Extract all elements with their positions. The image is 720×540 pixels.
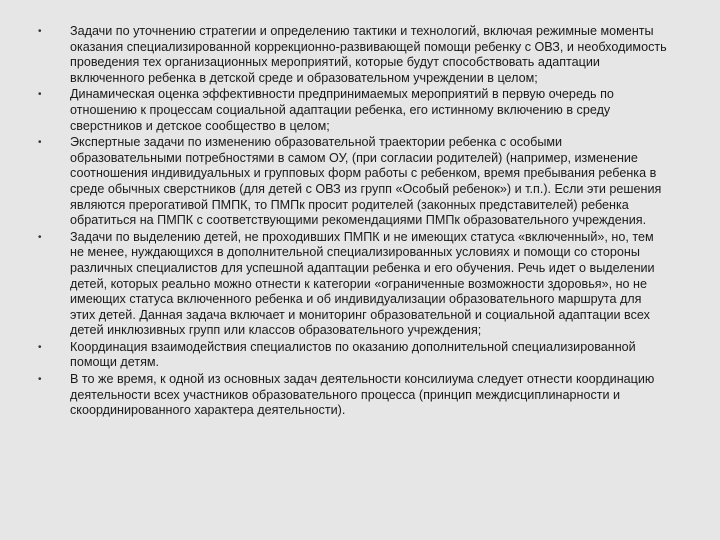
- bullet-icon: •: [38, 374, 42, 386]
- list-item-text: Координация взаимодействия специалистов по оказанию дополнительной специализированной помощи детям.: [70, 339, 636, 370]
- bullet-icon: •: [38, 137, 42, 149]
- list-item: [38, 87, 668, 134]
- list-item-text: Задачи по уточнению стратегии и определению тактики и технологий, включая режимные моменты оказания специализированной коррекционно-развивающей помощи ребенку с ОВЗ, и необходимость проведения тех организационных мероприятий, которые будут способствовать адаптации включенного ребенка в детской среде и образовательном учреждении в целом;: [70, 24, 667, 85]
- bullet-list: [38, 24, 668, 420]
- list-item: [38, 230, 668, 339]
- list-item-text: Задачи по выделению детей, не проходивших ПМПК и не имеющих статуса «включенный», но, тем не менее, нуждающихся в дополнительной специализированных условиях и помощи со стороны различных специалистов для успешной адаптации ребенка и его обучения. Речь идет о выделении детей, которых реально можно отнести к категории «ограниченные возможности здоровья», но не имеющих статуса включенного ребенка и об индивидуализации образовательного маршрута для этих детей. Данная задача включает и мониторинг образовательной и социальной адаптации всех детей инклюзивных групп или классов образовательного учреждения;: [70, 229, 655, 338]
- list-item: [38, 340, 668, 371]
- list-item-text: Экспертные задачи по изменению образовательной траектории ребенка с особыми образовательными потребностями в самом ОУ, (при согласии родителей) (например, изменение соотношения индивидуальных и групповых форм работы с ребенком, время пребывания ребенка в среде обычных сверстников (для детей с ОВЗ из групп «Особый ребенок») и т.п.). Если эти решения являются прерогативой ПМПК, то ПМПк просит родителей (законных представителей) ребенка обратиться на ПМПК с соответствующими рекомендациями ПМПк образовательного учреждения.: [70, 135, 662, 228]
- list-item: [38, 135, 668, 229]
- bullet-icon: •: [38, 26, 42, 37]
- list-item: [38, 24, 668, 86]
- bullet-icon: •: [38, 89, 42, 101]
- bullet-icon: •: [38, 231, 42, 243]
- list-item-text: В то же время, к одной из основных задач деятельности консилиума следует отнести координацию деятельности всех участников образовательного процесса (принцип междисциплинарности и скоординированного характера деятельности).: [70, 372, 655, 418]
- list-item: [38, 372, 668, 419]
- bullet-icon: •: [38, 341, 42, 353]
- list-item-text: Динамическая оценка эффективности предпринимаемых мероприятий в первую очередь по отношению к процессам социальной адаптации ребенка, его истинному включению в среду сверстников и детское сообщество в целом;: [70, 87, 614, 133]
